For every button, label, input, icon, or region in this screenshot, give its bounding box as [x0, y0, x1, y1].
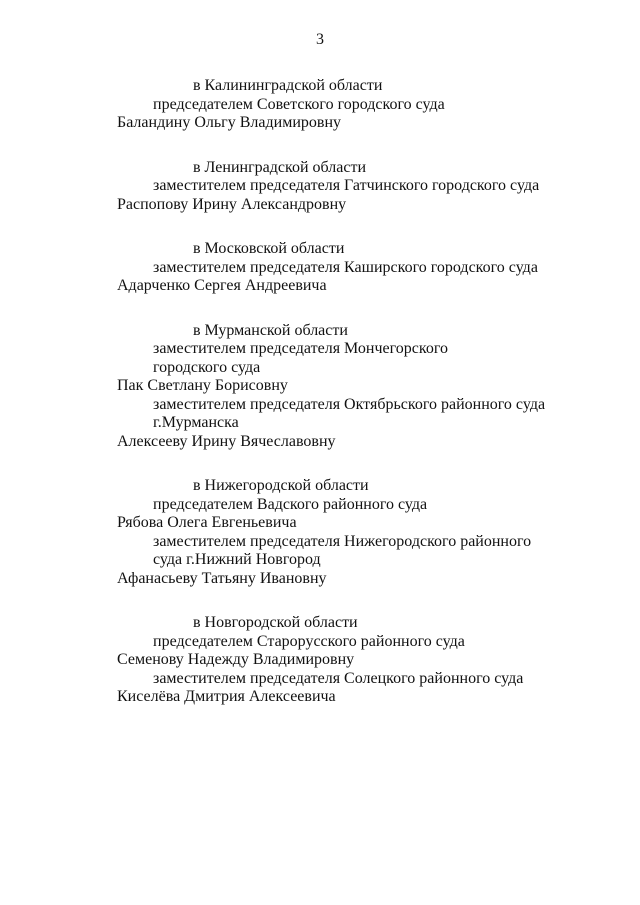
appointee-name: Киселёва Дмитрия Алексеевича: [117, 688, 336, 705]
region-heading: в Нижегородской области: [193, 477, 369, 494]
position-title: заместителем председателя Октябрьского районного суда: [153, 395, 546, 413]
region-section: [0, 159, 640, 215]
appointee-name: Адарченко Сергея Андреевича: [117, 277, 327, 294]
position-title: заместителем председателя Гатчинского городского суда: [153, 177, 540, 194]
position-title: председателем Старорусского районного суда: [153, 632, 465, 650]
position-title: г.Мурманска: [153, 414, 239, 431]
appointee-name: Рябова Олега Евгеньевича: [117, 514, 297, 531]
appointee-name: Семенову Надежду Владимировну: [117, 651, 355, 668]
region-section: [0, 77, 640, 133]
position-title: заместителем председателя Солецкого районного суда: [153, 669, 524, 687]
position-title: суда г.Нижний Новгород: [153, 551, 321, 568]
position-title: заместителем председателя Нижегородского районного: [153, 532, 532, 550]
appointments-list: [0, 77, 640, 733]
region-section: [0, 322, 640, 452]
position-title: городского суда: [153, 358, 261, 376]
appointee-name: Баландину Ольгу Владимировну: [117, 114, 342, 131]
page-number: 3: [316, 31, 324, 48]
region-heading: в Калининградской области: [193, 77, 383, 94]
region-section: [0, 614, 640, 707]
region-section: [0, 477, 640, 588]
appointee-name: Алексееву Ирину Вячеславовну: [117, 432, 336, 450]
position-title: председателем Вадского районного суда: [153, 495, 428, 513]
region-heading: в Новгородской области: [193, 614, 358, 631]
appointee-name: Пак Светлану Борисовну: [117, 377, 288, 394]
region-section: [0, 240, 640, 296]
position-title: заместителем председателя Мончегорского: [153, 340, 448, 357]
appointee-name: Распопову Ирину Александровну: [117, 195, 347, 213]
region-heading: в Ленинградской области: [193, 158, 366, 176]
position-title: председателем Советского городского суда: [153, 95, 445, 113]
appointee-name: Афанасьеву Татьяну Ивановну: [117, 569, 327, 587]
region-heading: в Московской области: [193, 240, 345, 257]
region-heading: в Мурманской области: [193, 321, 348, 339]
position-title: заместителем председателя Каширского городского суда: [153, 258, 538, 276]
